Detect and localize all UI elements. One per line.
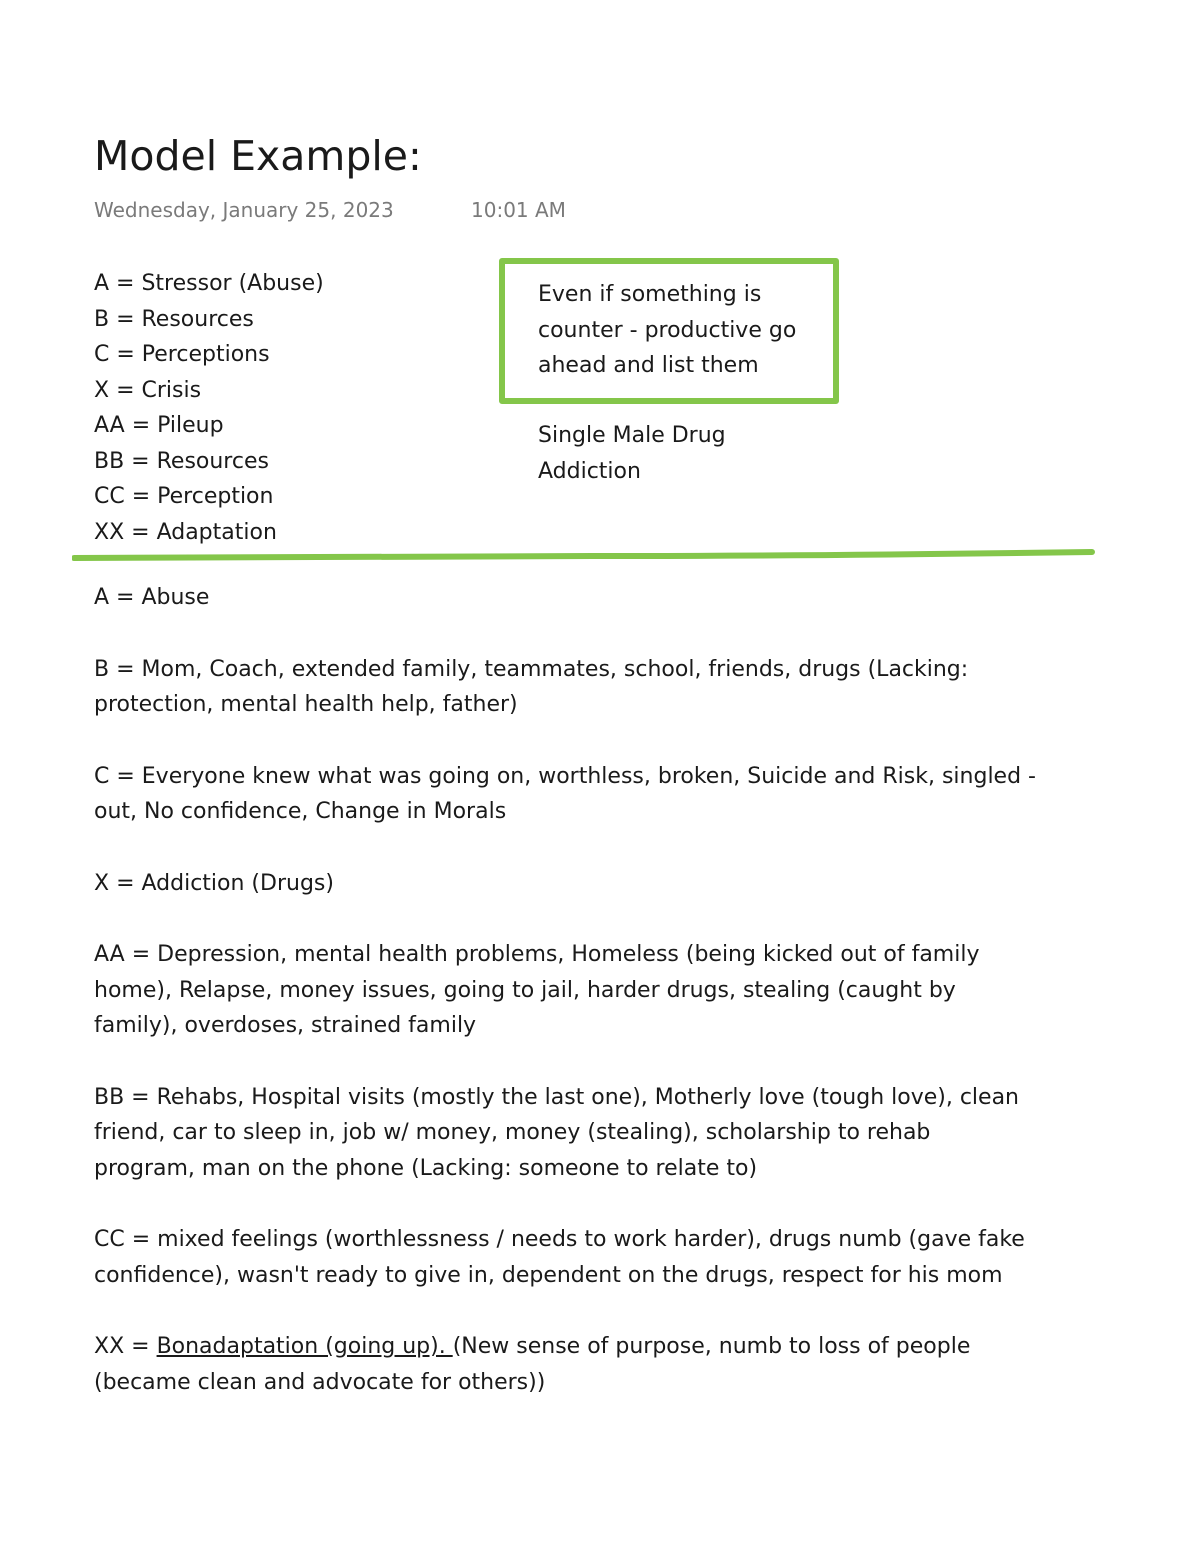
entry-b	[94, 652, 1094, 723]
entry-line: program, man on the phone (Lacking: someone to relate to)	[94, 1155, 758, 1181]
analysis-entries	[94, 580, 1094, 1436]
entry-line: C = Everyone knew what was going on, worthless, broken, Suicide and Risk, singled -	[94, 763, 1036, 789]
entry-line: CC = mixed feelings (worthlessness / needs to work harder), drugs numb (gave fake	[94, 1227, 1025, 1252]
highlight-note-text	[538, 277, 838, 384]
entry-line: family), overdoses, strained family	[94, 1013, 477, 1038]
entry-line: X = Addiction (Drugs)	[94, 870, 334, 896]
entry-cc	[94, 1222, 1094, 1293]
case-label	[538, 418, 726, 489]
entry-xx-prefix: XX =	[94, 1334, 157, 1359]
legend-item-bb: BB = Resources	[94, 448, 269, 474]
entry-c	[94, 759, 1094, 830]
entry-line: out, No confidence, Change in Morals	[94, 799, 507, 824]
entry-line	[94, 1329, 1094, 1365]
entry-bb	[94, 1080, 1094, 1187]
page-title: Model Example:	[94, 132, 422, 180]
legend-item-a: A = Stressor (Abuse)	[94, 271, 324, 296]
legend-item-x: X = Crisis	[94, 377, 202, 403]
legend-item-b: B = Resources	[94, 306, 254, 332]
note-time: 10:01 AM	[471, 198, 566, 222]
entry-line: confidence), wasn't ready to give in, dependent on the drugs, respect for his mom	[94, 1262, 1003, 1288]
note-line: ahead and list them	[538, 353, 759, 378]
entry-xx-underlined: Bonadaptation (going up).	[156, 1334, 453, 1359]
entry-a	[94, 580, 1094, 616]
entry-xx-rest: (New sense of purpose, numb to loss of people	[452, 1334, 971, 1359]
green-divider-line	[72, 548, 1096, 564]
entry-line: AA = Depression, mental health problems, Homeless (being kicked out of family	[94, 942, 980, 967]
legend-item-cc: CC = Perception	[94, 484, 274, 509]
entry-xx	[94, 1329, 1094, 1400]
case-line: Single Male Drug	[538, 423, 726, 448]
entry-line: (became clean and advocate for others))	[94, 1369, 546, 1395]
entry-line: A = Abuse	[94, 585, 210, 610]
legend-item-aa: AA = Pileup	[94, 413, 224, 438]
entry-line: B = Mom, Coach, extended family, teammates, school, friends, drugs (Lacking:	[94, 656, 969, 682]
case-line: Addiction	[538, 458, 641, 484]
entry-aa	[94, 937, 1094, 1044]
note-line: counter - productive go	[538, 317, 797, 343]
entry-line: home), Relapse, money issues, going to jail, harder drugs, stealing (caught by	[94, 977, 956, 1003]
entry-x	[94, 866, 1094, 902]
entry-line: BB = Rehabs, Hospital visits (mostly the last one), Motherly love (tough love), clean	[94, 1084, 1019, 1110]
legend-item-c: C = Perceptions	[94, 342, 270, 367]
note-date: Wednesday, January 25, 2023	[94, 198, 394, 222]
legend-item-xx: XX = Adaptation	[94, 519, 277, 545]
entry-line: protection, mental health help, father)	[94, 692, 518, 717]
note-line: Even if something is	[538, 282, 762, 307]
abcx-legend-list	[94, 266, 324, 550]
entry-line: friend, car to sleep in, job w/ money, money (stealing), scholarship to rehab	[94, 1120, 931, 1145]
